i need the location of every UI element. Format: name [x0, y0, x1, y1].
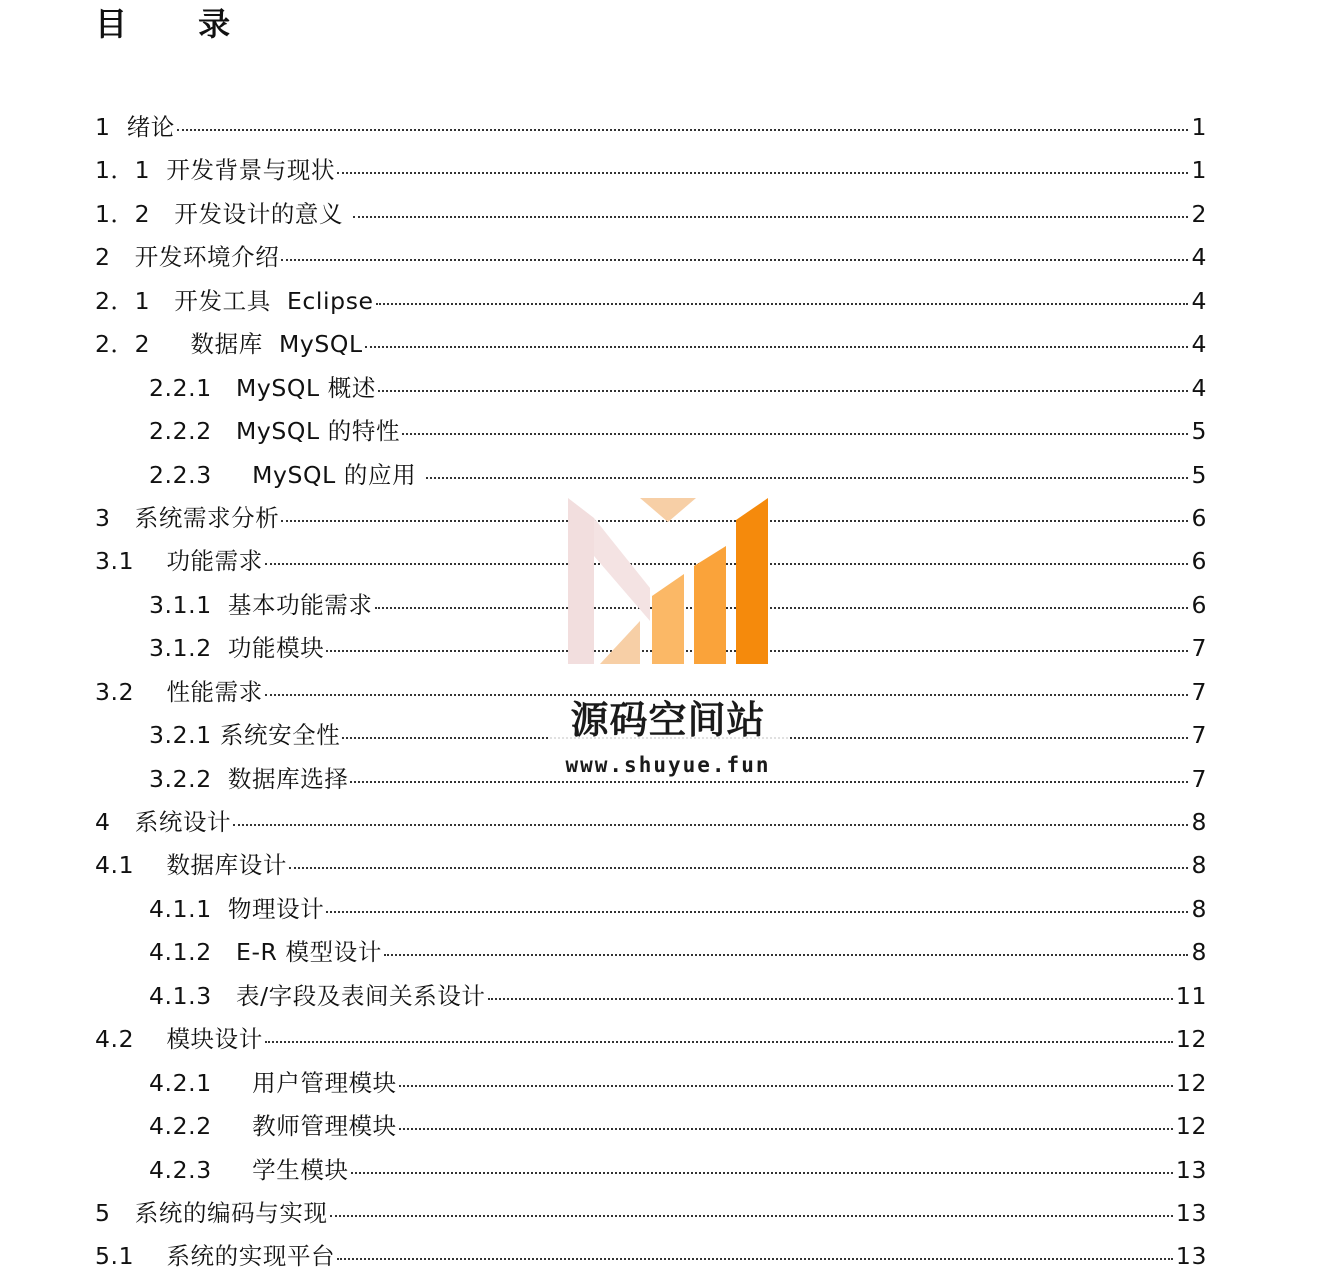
toc-page-number: 7: [1191, 677, 1207, 706]
toc-page-number: 4: [1191, 243, 1207, 272]
toc-page-number: 6: [1191, 503, 1207, 532]
toc-page-number: 1: [1191, 113, 1207, 141]
toc-page-number: 12: [1175, 1068, 1207, 1097]
toc-dot-leader: [342, 737, 1188, 739]
toc-page-number: 8: [1191, 808, 1207, 836]
toc-entry[interactable]: [95, 975, 1207, 1018]
toc-entry-title: 3 系统需求分析: [95, 503, 280, 532]
toc-entry[interactable]: [95, 193, 1207, 236]
toc-entry-title: 4.1.2 E-R 模型设计: [149, 938, 382, 967]
toc-page-number: 8: [1191, 851, 1207, 880]
toc-entry[interactable]: [95, 1062, 1207, 1105]
toc-page-number: 4: [1191, 373, 1207, 402]
watermark-site-url: www.shuyue.fun: [548, 750, 788, 780]
toc-entry[interactable]: [95, 410, 1207, 453]
toc-entry[interactable]: [95, 1105, 1207, 1148]
toc-entry[interactable]: [95, 584, 1207, 627]
toc-dot-leader: [399, 1085, 1173, 1087]
toc-entry-title: 4.1.1 物理设计: [149, 894, 325, 923]
toc-entry-title: 1．1 开发背景与现状: [95, 156, 336, 185]
toc-page-number: 5: [1191, 460, 1207, 489]
toc-entry[interactable]: [95, 627, 1207, 670]
toc-dot-leader: [326, 911, 1188, 913]
toc-dot-leader: [265, 694, 1189, 696]
toc-entry-title: 2．1 开发工具 Eclipse: [95, 286, 374, 315]
toc-dot-leader: [289, 867, 1188, 869]
toc-dot-leader: [265, 1041, 1173, 1043]
toc-entry[interactable]: [95, 1018, 1207, 1061]
toc-entry-title: 3.2 性能需求: [95, 677, 263, 706]
toc-page-number: 6: [1191, 547, 1207, 576]
toc-entry[interactable]: [95, 149, 1207, 192]
toc-dot-leader: [378, 390, 1188, 392]
toc-page-number: 8: [1191, 938, 1207, 967]
toc-entry[interactable]: [95, 280, 1207, 323]
toc-page-number: 7: [1191, 764, 1207, 793]
toc-page-number: 7: [1191, 634, 1207, 663]
toc-entry-title: 4.2 模块设计: [95, 1025, 263, 1054]
toc-dot-leader: [337, 1258, 1173, 1260]
toc-dot-leader: [353, 216, 1188, 218]
toc-dot-leader: [399, 1128, 1173, 1130]
toc-entry-title: 5 系统的编码与实现: [95, 1198, 328, 1227]
toc-entry-title: 4.2.3 学生模块: [149, 1155, 349, 1184]
toc-entry[interactable]: [95, 1235, 1207, 1278]
toc-entry-title: 3.1 功能需求: [95, 547, 263, 576]
toc-page-number: 6: [1191, 590, 1207, 619]
toc-dot-leader: [337, 172, 1188, 174]
toc-dot-leader: [233, 824, 1188, 826]
toc-entry-title: 4.1.3 表/字段及表间关系设计: [149, 981, 486, 1010]
toc-entry-title: 3.1.2 功能模块: [149, 634, 325, 663]
toc-entry[interactable]: [95, 323, 1207, 366]
toc-dot-leader: [281, 520, 1188, 522]
toc-entry-title: 4.2.1 用户管理模块: [149, 1068, 397, 1097]
toc-entry[interactable]: [95, 931, 1207, 974]
toc-dot-leader: [265, 563, 1189, 565]
toc-entry[interactable]: [95, 106, 1207, 149]
toc-entry-title: 3.2.1 系统安全性: [149, 721, 341, 750]
toc-page-number: 4: [1191, 330, 1207, 359]
toc-entry[interactable]: [95, 844, 1207, 887]
toc-entry[interactable]: [95, 236, 1207, 279]
toc-dot-leader: [402, 433, 1188, 435]
toc-entry-title: 3.2.2 数据库选择: [149, 764, 349, 793]
toc-entry-title: 4 系统设计: [95, 808, 232, 836]
toc-entry[interactable]: [95, 454, 1207, 497]
toc-entry-title: 2.2.2 MySQL 的特性: [149, 417, 401, 446]
toc-page-number: 13: [1175, 1242, 1207, 1271]
toc-entry-title: 3.1.1 基本功能需求: [149, 590, 373, 619]
toc-entry[interactable]: [95, 367, 1207, 410]
toc-page-number: 2: [1191, 199, 1207, 228]
toc-dot-leader: [326, 650, 1188, 652]
toc-page-number: 12: [1175, 1112, 1207, 1141]
toc-page-number: 11: [1175, 981, 1207, 1010]
toc-entry[interactable]: [95, 671, 1207, 714]
toc-entry-title: 4.1 数据库设计: [95, 851, 287, 880]
table-of-contents: [95, 106, 1207, 1279]
toc-page-number: 5: [1191, 417, 1207, 446]
toc-dot-leader: [376, 303, 1189, 305]
toc-entry[interactable]: [95, 540, 1207, 583]
toc-page-number: 1: [1191, 156, 1207, 185]
page-title: 目 录: [95, 5, 261, 43]
toc-page-number: 4: [1191, 286, 1207, 315]
toc-entry-title: 2 开发环境介绍: [95, 243, 280, 272]
toc-dot-leader: [177, 129, 1189, 131]
toc-dot-leader: [365, 346, 1189, 348]
toc-entry-title: 4.2.2 教师管理模块: [149, 1112, 397, 1141]
toc-entry[interactable]: [95, 1149, 1207, 1192]
toc-entry[interactable]: [95, 888, 1207, 931]
toc-dot-leader: [281, 259, 1188, 261]
toc-page-number: 8: [1191, 894, 1207, 923]
toc-entry-title: 2．2 数据库 MySQL: [95, 330, 363, 359]
toc-dot-leader: [375, 607, 1189, 609]
toc-dot-leader: [426, 477, 1188, 479]
toc-dot-leader: [384, 954, 1189, 956]
toc-page-number: 12: [1175, 1025, 1207, 1054]
toc-dot-leader: [351, 1172, 1173, 1174]
toc-entry-title: 2.2.3 MySQL 的应用: [149, 460, 425, 489]
toc-entry[interactable]: [95, 497, 1207, 540]
toc-entry-title: 5.1 系统的实现平台: [95, 1242, 336, 1271]
toc-entry[interactable]: [95, 801, 1207, 844]
toc-page-number: 13: [1175, 1198, 1207, 1227]
toc-entry-title: 2.2.1 MySQL 概述: [149, 373, 376, 402]
toc-page-number: 7: [1191, 721, 1207, 750]
toc-dot-leader: [488, 998, 1173, 1000]
toc-entry-title: 1．2 开发设计的意义: [95, 199, 352, 228]
toc-dot-leader: [330, 1215, 1173, 1217]
watermark-site-name: 源码空间站: [548, 696, 788, 744]
toc-entry[interactable]: [95, 1192, 1207, 1235]
toc-dot-leader: [350, 781, 1188, 783]
toc-entry[interactable]: [95, 714, 1207, 757]
toc-page-number: 13: [1175, 1155, 1207, 1184]
toc-entry-title: 1 绪论: [95, 113, 175, 141]
toc-entry[interactable]: [95, 758, 1207, 801]
